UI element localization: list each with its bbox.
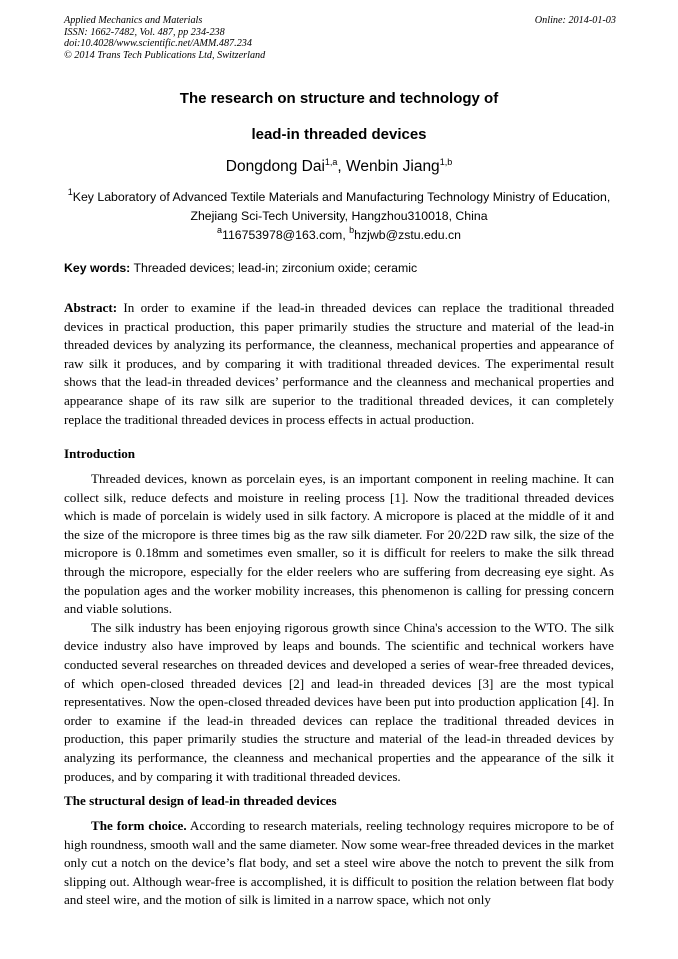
author-list	[64, 158, 614, 176]
online-date: Online: 2014-01-03	[534, 15, 616, 26]
author-superscript: 1,b	[439, 157, 453, 167]
paper-title-line-2: lead-in threaded devices	[251, 126, 427, 143]
paragraph-lead: The form choice.	[91, 818, 187, 833]
abstract-paragraph	[64, 299, 614, 429]
keywords-label: Key words:	[64, 261, 131, 275]
email-superscript: b	[349, 225, 355, 235]
email-link[interactable]: hzjwb@zstu.edu.cn	[354, 228, 461, 242]
section-heading-structural-design: The structural design of lead-in threaded devices	[64, 793, 337, 808]
structural-section	[64, 817, 614, 910]
author-superscript: 1,a	[324, 157, 338, 167]
author-separator: ,	[337, 158, 347, 175]
introduction-section	[64, 470, 614, 786]
abstract-text: In order to examine if the lead-in threaded devices can replace the traditional threaded devices in practical production, this paper primarily studies the structure and material of the lead-in threaded devices by analyzing its performance, the cleanness, mechanical properties and appearance of raw silk it produces, and by comparing it with traditional threaded devices. The experimental result shows that the lead-in threaded devices’ performance and the cleanness and mechanical properties and appearance shape of its raw silk are superior to the traditional threaded devices, it can completely replace the traditional threaded devices in process effects in actual production.	[64, 300, 614, 427]
section-heading-introduction: Introduction	[64, 446, 136, 461]
affiliation-line-2: Zhejiang Sci-Tech University, Hangzhou310018, China	[190, 209, 488, 223]
author-name: Dongdong Dai	[225, 158, 325, 175]
doi-line[interactable]: doi:10.4028/www.scientific.net/AMM.487.234	[64, 38, 252, 50]
email-link[interactable]: 116753978@163.com	[222, 228, 343, 242]
body-paragraph	[64, 817, 614, 910]
affiliation-line-1: $^1$Key Laboratory of Advanced Textile Materials and Manufacturing Technology Ministry of Education,	[67, 187, 611, 204]
keywords-text: Threaded devices; lead-in; zirconium oxide; ceramic	[130, 261, 418, 275]
journal-header	[64, 15, 616, 61]
body-paragraph: Threaded devices, known as porcelain eyes, is an important component in reeling machine. It can collect silk, reduce defects and moisture in reeling process [1]. Now the traditional threaded devices which is made of porcelain is widely used in silk factory. A micropore is placed at the middle of it and the size of the micropore is three times big as the raw silk diameter. For 20/22D raw silk, the size of the micropore is 0.18mm and sometimes even smaller, so it is difficult for reelers to make the silk thread through the micropore, especially for the elder reelers who are suffering from decreasing eye sight. As the population ages and the worker mobility increases, this phenomenon is calling for pressing concern and viable solutions.	[64, 471, 614, 617]
issn-line: ISSN: 1662-7482, Vol. 487, pp 234-238	[64, 26, 225, 38]
body-paragraph: The silk industry has been enjoying rigorous growth since China's accession to the WTO. The silk device industry also have improved by leaps and bounds. The scientific and technical workers have conducted several researches on threaded devices and developed a series of wear-free threaded devices, of which open-closed threaded devices [2] and lead-in threaded devices [3] are the most typical representatives. Now the open-closed threaded devices have been put into production application [4]. In order to examine if the lead-in threaded devices can replace the traditional threaded devices in production, this paper primarily studies the structure and material of the lead-in threaded devices by analyzing its performance, the cleanness and mechanical properties and the appearance of the silk it produces, and by comparing it with traditional threaded devices.	[64, 619, 614, 784]
email-line: $^a$116753978@163.com, $^b$hzjwb@zstu.edu.cn	[217, 225, 461, 242]
journal-name: Applied Mechanics and Materials	[64, 15, 203, 26]
author-name: Wenbin Jiang	[346, 158, 440, 175]
affiliation-block	[60, 188, 618, 245]
keywords-line	[64, 261, 616, 275]
copyright-line: © 2014 Trans Tech Publications Ltd, Switzerland	[64, 49, 266, 61]
abstract-label: Abstract:	[64, 300, 118, 315]
paper-title-line-1: The research on structure and technology of	[179, 90, 499, 107]
paragraph-text: According to research materials, reeling technology requires micropore to be of high roundness, smooth wall and the same diameter. Now some wear-free threaded devices in the market only cut a notch on the device’s flat body, and set a steel wire above the notch to prevent the silk from slipping out. Although wear-free is accomplished, it is difficult to position the relation between flat body and steel wire, and the motion of silk is limited in a narrow space, which not only	[64, 818, 614, 908]
email-superscript: a	[217, 225, 223, 235]
affiliation-superscript: 1	[67, 187, 73, 197]
